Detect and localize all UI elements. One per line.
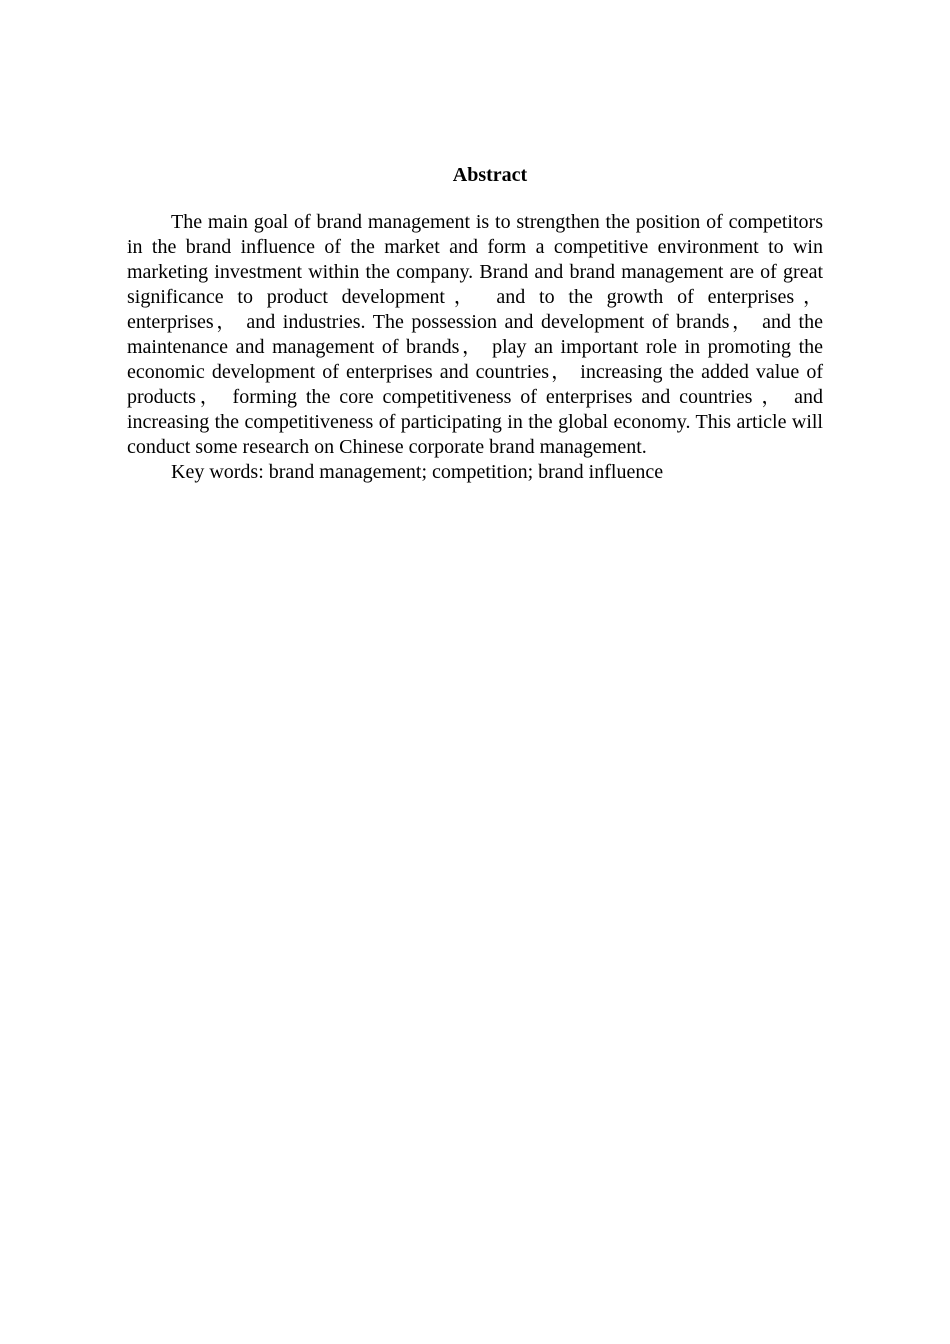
abstract-section xyxy=(127,160,823,485)
abstract-body: The main goal of brand management is to strengthen the position of competitors in the brand influence of the market and form a competitive environment to win marketing investment within the company. Brand and brand management are of great significance to product development， and to the growth of enterprises， enterprises， and industries. The possession and development of brands， and the maintenance and management of brands， play an important role in promoting the economic development of enterprises and countries， increasing the added value of products， forming the core competitiveness of enterprises and countries ， and increasing the competitiveness of participating in the global economy. This article will conduct some research on Chinese corporate brand management. xyxy=(127,211,823,458)
abstract-title: Abstract xyxy=(452,164,528,186)
keywords-line: Key words: brand management; competition; brand influence xyxy=(171,461,664,483)
